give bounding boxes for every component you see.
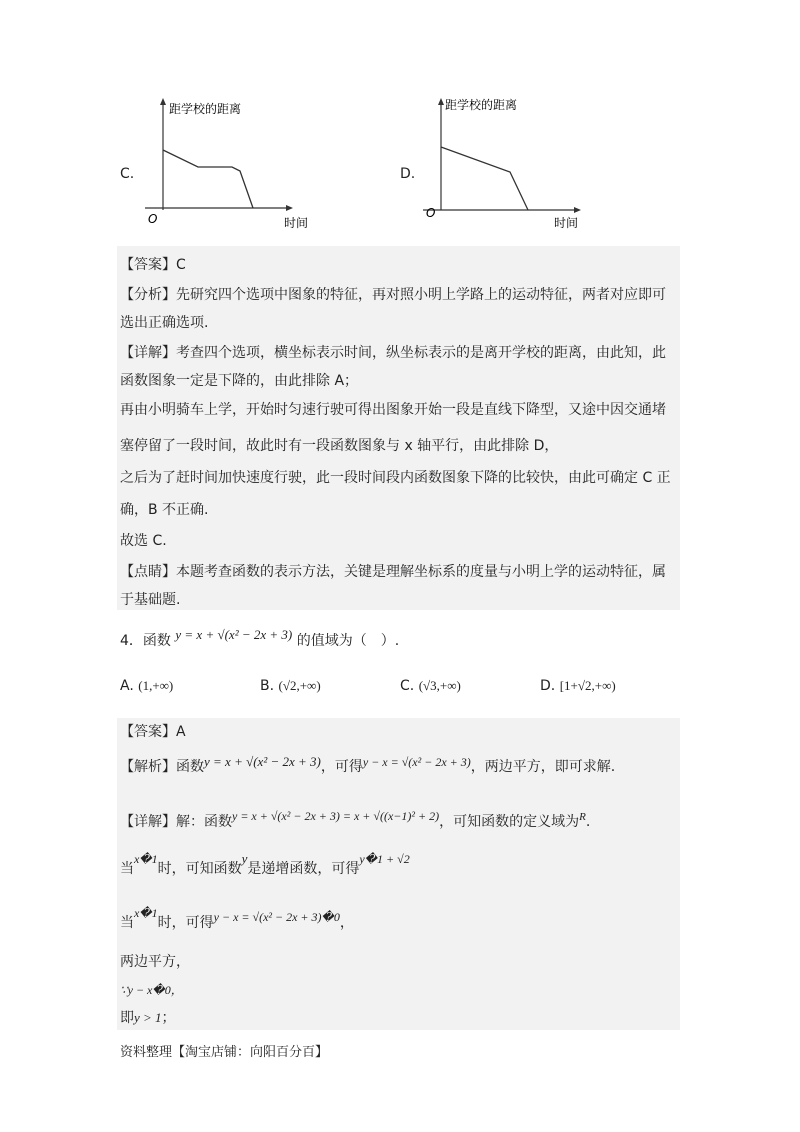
- q4-case1: [120, 851, 410, 878]
- formula: x�1: [134, 906, 158, 920]
- text: 【详解】解：函数: [120, 814, 232, 830]
- text: 是递增函数，可得: [247, 861, 360, 877]
- option-value: (1,+∞): [138, 678, 174, 693]
- formula: y − x = √(x² − 2x + 3): [362, 755, 471, 769]
- formula: y > 1: [134, 1010, 162, 1025]
- q4-option-c: [400, 678, 461, 694]
- text: 时，可知函数: [157, 861, 242, 877]
- text: 时，可得: [157, 915, 214, 931]
- formula: x�1: [134, 852, 158, 866]
- q4-stem-formula: y = x + √(x² − 2x + 3): [175, 627, 293, 642]
- formula: y = x + √(x² − 2x + 3): [204, 754, 321, 769]
- option-c-label: C.: [120, 166, 135, 182]
- q4-option-a: [120, 678, 173, 694]
- option-key: C.: [400, 678, 415, 694]
- origin-label: O: [426, 206, 436, 220]
- text: 当: [120, 861, 134, 877]
- formula: y = x + √(x² − 2x + 3) = x + √((x−1)² + 2): [232, 809, 440, 823]
- text: ，可知函数的定义域为: [439, 814, 580, 830]
- q4-analysis: [120, 754, 616, 776]
- q4-stem: [120, 627, 400, 650]
- q4-stem-prefix: 4．函数: [120, 633, 171, 649]
- text: 即: [120, 1010, 134, 1026]
- text: ，可得: [320, 759, 363, 775]
- option-value: (√3,+∞): [418, 678, 461, 693]
- x-axis-label: 时间: [554, 216, 579, 230]
- q3-detail-line: 故选 C.: [120, 533, 167, 549]
- q3-analysis-line: 选出正确选项.: [120, 315, 209, 331]
- footer-note: 资料整理【淘宝店铺：向阳百分百】: [120, 1045, 329, 1060]
- q4-option-d: [540, 678, 616, 694]
- origin-label: O: [148, 212, 158, 226]
- text: ，两边平方，即可求解.: [470, 759, 616, 775]
- x-axis-label: 时间: [284, 216, 309, 230]
- formula: y: [241, 851, 248, 866]
- q3-detail-line: 塞停留了一段时间，故此时有一段函数图象与 x 轴平行，由此排除 D，: [120, 438, 559, 454]
- q3-detail-line: 之后为了赶时间加快速度行驶，此一段时间段内函数图象下降的比较快，由此可确定 C 正: [120, 470, 671, 486]
- graph-c: [140, 95, 320, 230]
- q4-case2: [120, 906, 354, 932]
- q3-detail-line: 函数图象一定是下降的，由此排除 A；: [120, 373, 359, 389]
- text: ；: [161, 1010, 176, 1026]
- formula: y − x = √(x² − 2x + 3)�0: [213, 910, 340, 924]
- q3-detail-line: 【详解】考查四个选项，横坐标表示时间，纵坐标表示的是离开学校的距离，由此知，此: [120, 345, 666, 361]
- option-key: D.: [540, 678, 556, 694]
- y-axis-label: 距学校的距离: [169, 102, 242, 116]
- option-d-label: D.: [400, 166, 416, 182]
- q3-detail-line: 确，B 不正确.: [120, 502, 209, 518]
- formula: R: [579, 811, 586, 823]
- q3-analysis-line: 【分析】先研究四个选项中图象的特征，再对照小明上学路上的运动特征，两者对应即可: [120, 287, 666, 303]
- text: ，: [339, 915, 354, 931]
- q3-detail-line: 再由小明骑车上学，开始时匀速行驶可得出图象开始一段是直线下降型，又途中因交通堵: [120, 402, 666, 418]
- q4-option-b: [260, 678, 321, 694]
- q4-detail: [120, 809, 591, 832]
- q4-since: ∵y − x�0，: [120, 983, 183, 997]
- graph-d: [418, 95, 598, 230]
- q3-answer: 【答案】C: [120, 257, 186, 273]
- q3-comment-line: 【点睛】本题考查函数的表示方法，关键是理解坐标系的度量与小明上学的运动特征，属: [120, 564, 666, 580]
- q4-square: 两边平方，: [120, 954, 190, 970]
- text: 当: [120, 915, 134, 931]
- option-value: (√2,+∞): [278, 678, 321, 693]
- y-axis-label: 距学校的距离: [445, 98, 518, 112]
- option-value: [1+√2,+∞): [559, 678, 616, 693]
- q3-comment-line: 于基础题.: [120, 592, 181, 608]
- option-key: B.: [260, 678, 275, 694]
- formula: y�1 + √2: [359, 852, 410, 866]
- q4-answer: 【答案】A: [120, 724, 186, 740]
- q4-hence: [120, 1009, 176, 1027]
- option-key: A.: [120, 678, 134, 694]
- text: 【解析】函数: [120, 759, 204, 775]
- q4-stem-suffix: 的值域为（ ）.: [296, 633, 400, 649]
- text: .: [585, 814, 591, 830]
